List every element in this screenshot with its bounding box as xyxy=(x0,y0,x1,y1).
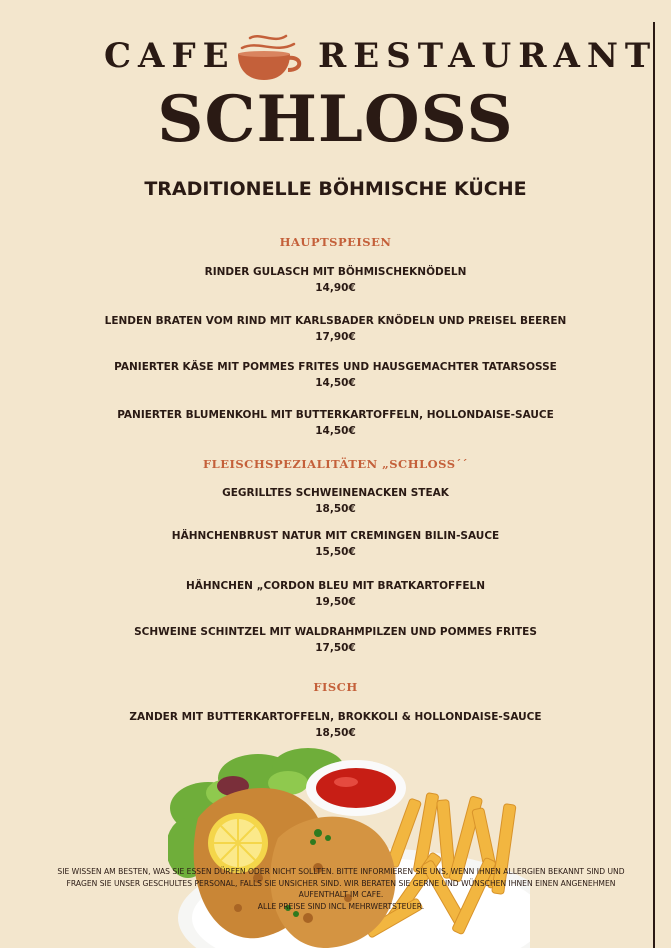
menu-item xyxy=(0,578,671,610)
menu-item-price: 19,50€ xyxy=(315,596,356,608)
menu-item-price: 14,50€ xyxy=(315,425,356,437)
notice-line: SIE WISSEN AM BESTEN, WAS SIE ESSEN DÜRFEN ODER NICHT SOLLTEN. BITTE INFORMIEREN SIE UNS, WENN IHNEN ALLERGIEN BEKANNT SIND UND xyxy=(57,867,625,876)
notice-line: FRAGEN SIE UNSER GESCHULTES PERSONAL, FALLS SIE UNSICHER SIND. WIR BERATEN SIE GERNE UND WÜNSCHEN IHNEN EINEN ANGENEHMEN xyxy=(66,878,616,888)
menu-item-name: HÄHNCHENBRUST NATUR MIT CREMINGEN BILIN-SAUCE xyxy=(171,530,500,542)
allergy-notice xyxy=(30,866,652,912)
section-title-fisch: FISCH xyxy=(313,680,358,694)
notice-line: ALLE PREISE SIND INCL MEHRWERTSTEUER. xyxy=(257,901,425,911)
menu-item-name: GEGRILLTES SCHWEINENACKEN STEAK xyxy=(222,487,449,499)
menu-item-price: 14,90€ xyxy=(315,282,356,294)
section-title-hauptspeisen: HAUPTSPEISEN xyxy=(279,235,392,249)
logo-top-line xyxy=(0,30,671,80)
menu-item-name: LENDEN BRATEN VOM RIND MIT KARLSBADER KNÖDELN UND PREISEL BEEREN xyxy=(104,315,567,327)
menu-item-price: 18,50€ xyxy=(315,727,356,739)
schnitzel-fries-photo xyxy=(168,738,530,948)
menu-item xyxy=(0,528,671,560)
menu-item xyxy=(0,485,671,517)
menu-item-name: PANIERTER KÄSE MIT POMMES FRITES UND HAUSGEMACHTER TATARSOSSE xyxy=(114,361,557,373)
menu-item xyxy=(0,407,671,439)
menu-item xyxy=(0,624,671,656)
menu-item xyxy=(0,359,671,391)
logo-word-restaurant: RESTAURANT xyxy=(318,36,658,76)
menu-item-price: 14,50€ xyxy=(315,377,356,389)
menu-item-price: 15,50€ xyxy=(315,546,356,558)
menu-subtitle: TRADITIONELLE BÖHMISCHE KÜCHE xyxy=(144,178,527,200)
menu-item-price: 17,50€ xyxy=(315,642,356,654)
menu-item xyxy=(0,264,671,296)
section-title-fleischspezialitaeten: FLEISCHSPEZIALITÄTEN „SCHLOSS´´ xyxy=(202,457,469,471)
menu-item xyxy=(0,709,671,741)
menu-item-name: SCHWEINE SCHINTZEL MIT WALDRAHMPILZEN UND POMMES FRITES xyxy=(134,626,537,638)
logo-schloss: SCHLOSS xyxy=(157,82,514,157)
coffee-cup-icon xyxy=(228,30,308,86)
menu-item-name: RINDER GULASCH MIT BÖHMISCHEKNÖDELN xyxy=(204,266,467,278)
menu-item xyxy=(0,313,671,345)
menu-item-name: ZANDER MIT BUTTERKARTOFFELN, BROKKOLI & HOLLONDAISE-SAUCE xyxy=(129,711,542,723)
menu-item-name: HÄHNCHEN „CORDON BLEU MIT BRATKARTOFFELN xyxy=(185,580,486,592)
menu-item-price: 17,90€ xyxy=(315,331,356,343)
menu-item-price: 18,50€ xyxy=(315,503,356,515)
menu-item-name: PANIERTER BLUMENKOHL MIT BUTTERKARTOFFELN, HOLLONDAISE-SAUCE xyxy=(117,409,554,421)
notice-line: AUFENTHALT IM CAFE. xyxy=(298,890,384,899)
logo-word-cafe: CAFE xyxy=(104,36,236,76)
